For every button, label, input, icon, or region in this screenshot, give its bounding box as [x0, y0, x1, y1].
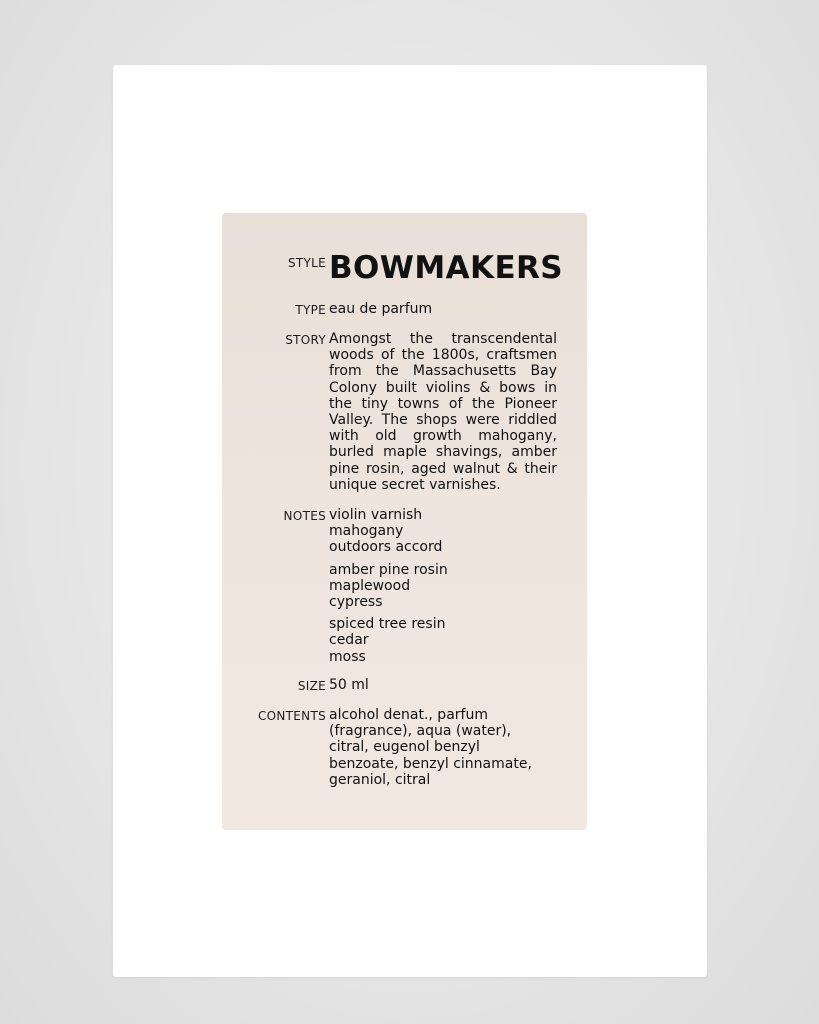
type-value: eau de parfum [329, 301, 433, 317]
note-item: moss [329, 648, 366, 665]
story-line: Amongst the transcendental [329, 331, 557, 347]
note-item: spiced tree resin [329, 616, 446, 633]
story-text [329, 331, 557, 493]
size-value: 50 ml [329, 677, 369, 693]
notes-group [329, 616, 557, 665]
story-line: burled maple shavings, amber [329, 444, 557, 461]
perfume-box [113, 65, 707, 977]
notes-list [329, 507, 557, 671]
story-line: with old growth mahogany, [329, 428, 557, 445]
story-line: unique secret varnishes. [329, 476, 501, 493]
product-label [222, 213, 587, 830]
contents-key: CONTENTS [257, 709, 326, 723]
contents-text [329, 707, 557, 788]
note-item: maplewood [329, 577, 411, 594]
note-item: violin varnish [329, 507, 423, 523]
notes-key: NOTES [283, 509, 326, 523]
story-line: the tiny towns of the Pioneer [329, 395, 557, 412]
story-line: from the Massachusetts Bay [329, 363, 557, 380]
contents-line: (fragrance), aqua (water), [329, 723, 512, 740]
story-line: woods of the 1800s, craftsmen [329, 347, 557, 364]
note-item: cedar [329, 632, 369, 649]
note-item: cypress [329, 594, 383, 611]
contents-line: citral, eugenol benzyl [329, 739, 480, 756]
story-line: Valley. The shops were riddled [329, 412, 557, 429]
story-key: STORY [285, 333, 326, 347]
style-key: STYLE [287, 256, 326, 270]
size-key: SIZE [297, 679, 326, 693]
note-item: mahogany [329, 523, 404, 540]
contents-line: alcohol denat., parfum [329, 707, 488, 723]
notes-group [329, 562, 557, 611]
note-item: outdoors accord [329, 539, 443, 556]
type-key: TYPE [295, 303, 326, 317]
contents-line: geraniol, citral [329, 771, 431, 788]
notes-group [329, 507, 557, 556]
story-line: pine rosin, aged walnut & their [329, 460, 557, 477]
product-name: BOWMAKERS [329, 250, 564, 286]
story-line: Colony built violins & bows in [329, 379, 557, 396]
contents-line: benzoate, benzyl cinnamate, [329, 755, 532, 772]
note-item: amber pine rosin [329, 561, 448, 578]
